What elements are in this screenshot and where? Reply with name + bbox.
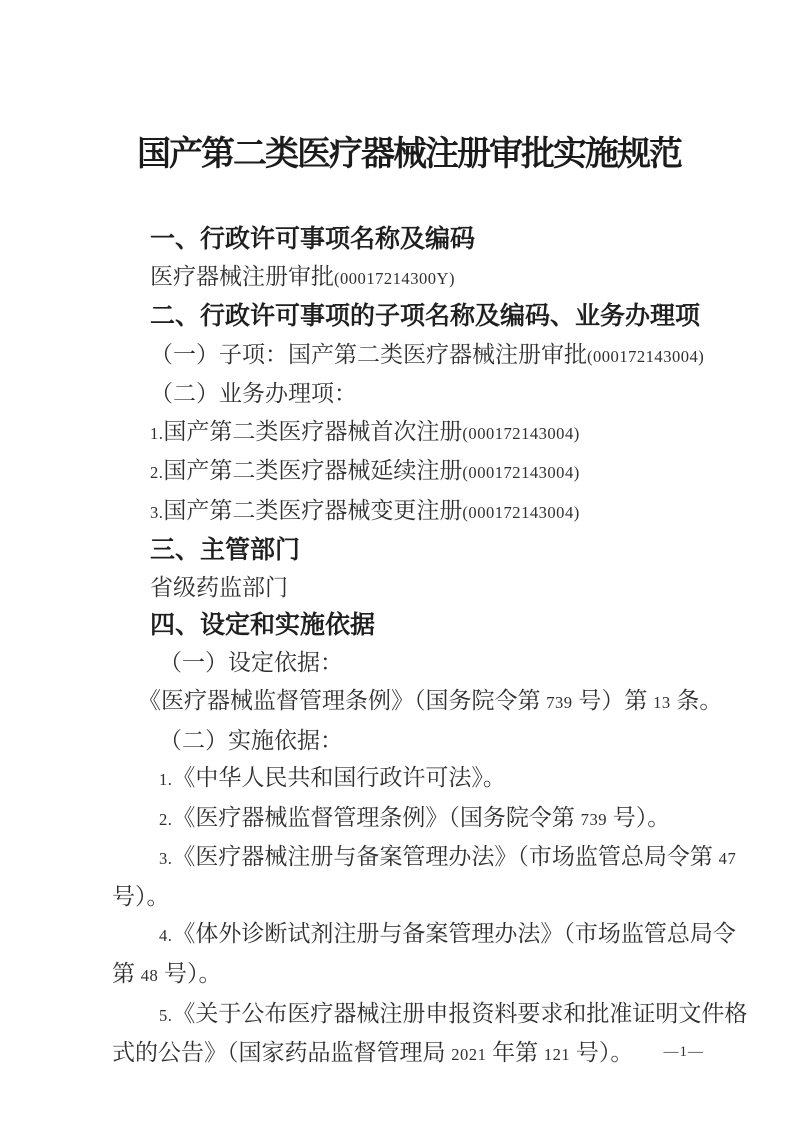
document-line: 1.《中华人民共和国行政许可法》。 — [159, 765, 506, 791]
document-line: 1.国产第二类医疗器械首次注册(000172143004) — [150, 418, 580, 444]
document-line: 三、主管部门 — [150, 535, 301, 564]
document-line: 一、行政许可事项名称及编码 — [150, 224, 476, 253]
document-line: 《医疗器械监督管理条例》（国务院令第 739 号）第 13 条。 — [138, 687, 723, 713]
document-line: （一）设定依据： — [159, 650, 343, 676]
document-body — [112, 221, 748, 1074]
document-line: （二）实施依据： — [159, 727, 343, 753]
document-line: 5.《关于公布医疗器械注册申报资料要求和批准证明文件格 — [159, 1000, 748, 1026]
document-line: 3.国产第二类医疗器械变更注册(000172143004) — [150, 497, 580, 523]
document-line: 号）。 — [112, 883, 170, 909]
document-line: 第 48 号）。 — [112, 961, 222, 987]
document-line: 3.《医疗器械注册与备案管理办法》（市场监管总局令第 47 — [159, 844, 737, 870]
document-line: 四、设定和实施依据 — [150, 610, 376, 639]
document-line: （二）业务办理项： — [150, 381, 357, 407]
document-line: （一）子项：国产第二类医疗器械注册审批(000172143004) — [150, 341, 705, 367]
document-line: 二、行政许可事项的子项名称及编码、业务办理项 — [150, 301, 701, 330]
document-line: 医疗器械注册审批(00017214300Y) — [150, 264, 455, 290]
document-title: 国产第二类医疗器械注册审批实施规范 — [137, 135, 681, 173]
document-line: 2.国产第二类医疗器械延续注册(000172143004) — [150, 458, 580, 484]
document-line: 2.《医疗器械监督管理条例》（国务院令第 739 号）。 — [159, 804, 671, 830]
document-line: 式的公告》（国家药品监督管理局 2021 年第 121 号）。 — [112, 1040, 634, 1066]
document-line: 省级药监部门 — [150, 575, 288, 601]
document-line: 4.《体外诊断试剂注册与备案管理办法》（市场监管总局令 — [159, 921, 736, 947]
page-number: —1— — [663, 1044, 704, 1060]
